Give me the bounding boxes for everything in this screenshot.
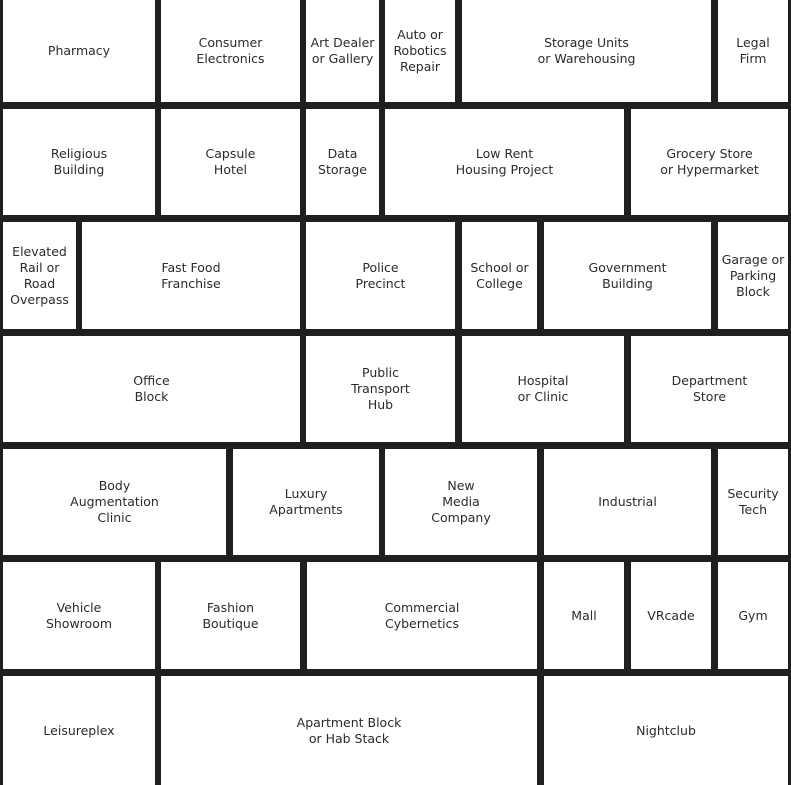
cell-label: Nightclub — [636, 722, 696, 738]
cell-gym — [718, 562, 788, 669]
cell-elevated-rail — [3, 222, 76, 329]
cell-label: Government Building — [588, 259, 667, 291]
cell-apartment-block — [161, 676, 537, 785]
cell-label: Legal Firm — [736, 35, 770, 66]
cell-label: Leisureplex — [43, 722, 115, 738]
cell-low-rent-housing — [385, 109, 624, 215]
cell-leisureplex — [3, 676, 155, 785]
cell-police-precinct — [306, 222, 455, 329]
cell-label: Storage Units or Warehousing — [537, 35, 636, 66]
cell-label: VRcade — [647, 607, 695, 623]
cell-new-media — [385, 449, 537, 555]
cell-label: Pharmacy — [47, 43, 111, 58]
cell-body-augmentation — [3, 449, 226, 555]
cell-label: Apartment Block or Hab Stack — [296, 714, 402, 746]
cell-vrcade — [631, 562, 711, 669]
cell-label: Vehicle Showroom — [45, 599, 113, 631]
cell-consumer-electronics — [161, 0, 300, 102]
cell-label: Elevated Rail or Road Overpass — [10, 243, 69, 307]
cell-label: Body Augmentation Clinic — [70, 478, 159, 525]
cell-label: Fast Food Franchise — [161, 259, 221, 291]
cell-garage-parking — [718, 222, 788, 329]
cell-label: Low Rent Housing Project — [455, 146, 554, 177]
cell-school-college — [462, 222, 537, 329]
cell-luxury-apartments — [233, 449, 379, 555]
cell-security-tech — [718, 449, 788, 555]
cell-public-transport — [306, 336, 455, 442]
cell-label: Commercial Cybernetics — [384, 599, 460, 631]
cell-label: Public Transport Hub — [351, 365, 410, 412]
cell-art-dealer — [306, 0, 379, 102]
cell-industrial — [544, 449, 711, 555]
cell-storage-units — [462, 0, 711, 102]
cell-pharmacy — [3, 0, 155, 102]
cell-label: Grocery Store or Hypermarket — [660, 146, 759, 177]
cell-label: Mall — [571, 607, 597, 623]
cell-legal-firm — [718, 0, 788, 102]
cell-label: Department Store — [671, 373, 748, 404]
cell-label: Luxury Apartments — [269, 486, 343, 517]
cell-label: Religious Building — [50, 146, 108, 177]
cell-office-block — [3, 336, 300, 442]
cell-commercial-cybernetics — [307, 562, 537, 669]
cell-fashion-boutique — [161, 562, 300, 669]
cell-nightclub — [544, 676, 788, 785]
cell-auto-robotics-repair — [385, 0, 455, 102]
cell-capsule-hotel — [161, 109, 300, 215]
cell-data-storage — [306, 109, 379, 215]
cell-label: Fashion Boutique — [202, 599, 259, 631]
cell-label: Capsule Hotel — [205, 146, 256, 177]
cell-label: School or College — [470, 259, 529, 291]
cell-label: Art Dealer or Gallery — [310, 35, 375, 66]
cell-label: Data Storage — [318, 146, 367, 177]
cell-label: Office Block — [133, 373, 170, 404]
cell-government-building — [544, 222, 711, 329]
cell-label: Auto or Robotics Repair — [393, 27, 447, 74]
cell-label: Hospital or Clinic — [517, 373, 569, 404]
cell-label: Garage or Parking Block — [721, 251, 785, 299]
cell-mall — [544, 562, 624, 669]
cell-label: Consumer Electronics — [196, 35, 265, 66]
cell-vehicle-showroom — [3, 562, 155, 669]
cell-religious-building — [3, 109, 155, 215]
cell-label: Security Tech — [727, 486, 779, 517]
cell-grocery-store — [631, 109, 788, 215]
cell-hospital-clinic — [462, 336, 624, 442]
cell-department-store — [631, 336, 788, 442]
cell-label: Industrial — [598, 494, 657, 509]
cell-label: New Media Company — [431, 478, 491, 525]
cell-fast-food — [82, 222, 300, 329]
cell-label: Police Precinct — [355, 259, 406, 291]
cell-label: Gym — [738, 607, 768, 623]
